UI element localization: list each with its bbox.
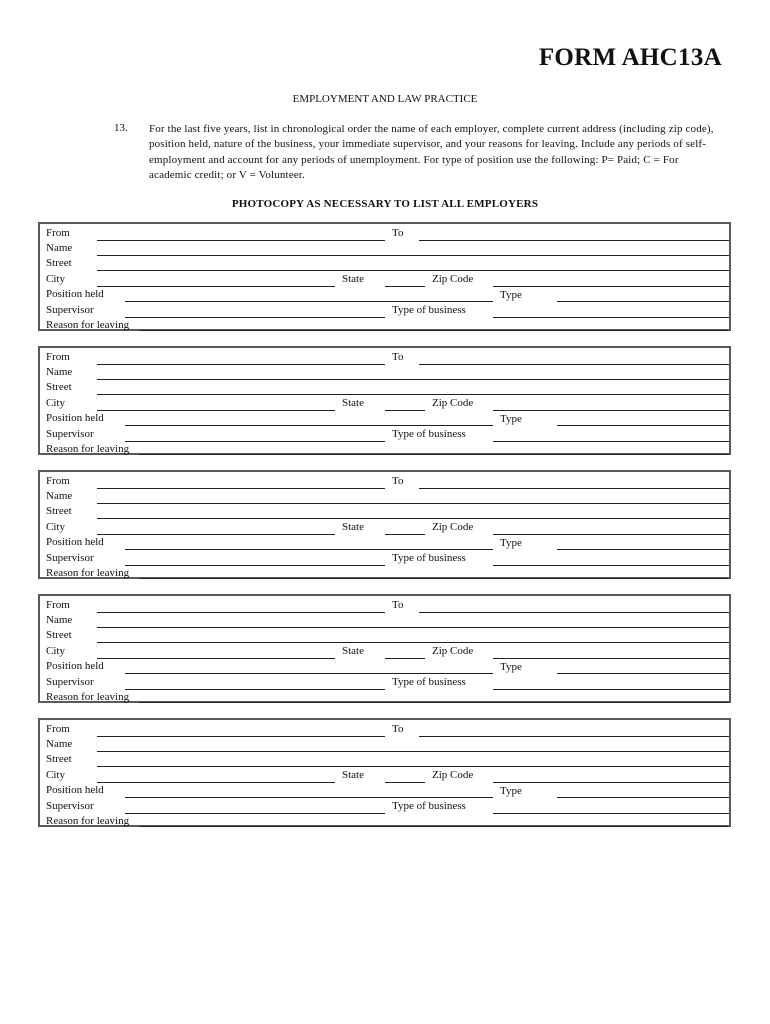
zip-field[interactable]	[493, 410, 729, 411]
state-label: State	[342, 769, 364, 781]
name-field[interactable]	[97, 503, 729, 504]
street-field[interactable]	[97, 270, 729, 271]
supervisor-field[interactable]	[125, 689, 385, 690]
city-field[interactable]	[97, 782, 335, 783]
name-field[interactable]	[97, 627, 729, 628]
type-label: Type	[500, 661, 522, 673]
state-field[interactable]	[385, 286, 425, 287]
type-field[interactable]	[557, 673, 729, 674]
street-field[interactable]	[97, 394, 729, 395]
zip-label: Zip Code	[432, 521, 474, 533]
business-label: Type of business	[392, 428, 466, 440]
zip-label: Zip Code	[432, 397, 474, 409]
reason-field[interactable]	[139, 826, 729, 827]
form-title: FORM AHC13A	[538, 44, 722, 71]
name-label: Name	[46, 614, 73, 626]
street-field[interactable]	[97, 766, 729, 767]
position-label: Position held	[46, 288, 104, 300]
reason-field[interactable]	[139, 330, 729, 331]
reason-field[interactable]	[139, 702, 729, 703]
photocopy-note: PHOTOCOPY AS NECESSARY TO LIST ALL EMPLOYERS	[231, 198, 539, 210]
street-label: Street	[46, 629, 72, 641]
type-field[interactable]	[557, 425, 729, 426]
type-label: Type	[500, 289, 522, 301]
section-subtitle: EMPLOYMENT AND LAW PRACTICE	[292, 93, 478, 105]
reason-label: Reason for leaving	[46, 319, 130, 331]
type-label: Type	[500, 537, 522, 549]
state-field[interactable]	[385, 410, 425, 411]
state-field[interactable]	[385, 534, 425, 535]
supervisor-label: Supervisor	[46, 800, 94, 812]
question-number: 13.	[114, 122, 128, 134]
state-label: State	[342, 273, 364, 285]
supervisor-label: Supervisor	[46, 676, 94, 688]
position-field[interactable]	[125, 549, 493, 550]
supervisor-field[interactable]	[125, 317, 385, 318]
employer-block-3	[38, 470, 731, 579]
street-label: Street	[46, 257, 72, 269]
name-field[interactable]	[97, 379, 729, 380]
business-field[interactable]	[493, 441, 729, 442]
to-field[interactable]	[419, 364, 729, 365]
business-field[interactable]	[493, 565, 729, 566]
state-label: State	[342, 397, 364, 409]
business-field[interactable]	[493, 689, 729, 690]
to-field[interactable]	[419, 488, 729, 489]
reason-label: Reason for leaving	[46, 443, 130, 455]
city-label: City	[46, 397, 65, 409]
supervisor-label: Supervisor	[46, 552, 94, 564]
state-field[interactable]	[385, 782, 425, 783]
from-field[interactable]	[97, 240, 385, 241]
employer-block-4	[38, 594, 731, 703]
to-field[interactable]	[419, 240, 729, 241]
from-field[interactable]	[97, 736, 385, 737]
from-label: From	[46, 475, 70, 487]
from-field[interactable]	[97, 364, 385, 365]
city-field[interactable]	[97, 410, 335, 411]
position-field[interactable]	[125, 301, 493, 302]
position-label: Position held	[46, 660, 104, 672]
state-label: State	[342, 521, 364, 533]
city-field[interactable]	[97, 286, 335, 287]
employer-block-2	[38, 346, 731, 455]
to-field[interactable]	[419, 736, 729, 737]
city-label: City	[46, 645, 65, 657]
state-label: State	[342, 645, 364, 657]
city-field[interactable]	[97, 534, 335, 535]
supervisor-field[interactable]	[125, 441, 385, 442]
reason-label: Reason for leaving	[46, 815, 130, 827]
position-field[interactable]	[125, 673, 493, 674]
reason-label: Reason for leaving	[46, 567, 130, 579]
position-field[interactable]	[125, 797, 493, 798]
street-field[interactable]	[97, 642, 729, 643]
position-field[interactable]	[125, 425, 493, 426]
name-label: Name	[46, 738, 73, 750]
name-field[interactable]	[97, 255, 729, 256]
state-field[interactable]	[385, 658, 425, 659]
business-label: Type of business	[392, 800, 466, 812]
from-label: From	[46, 599, 70, 611]
street-field[interactable]	[97, 518, 729, 519]
business-field[interactable]	[493, 813, 729, 814]
city-field[interactable]	[97, 658, 335, 659]
zip-label: Zip Code	[432, 769, 474, 781]
from-label: From	[46, 723, 70, 735]
name-label: Name	[46, 490, 73, 502]
position-label: Position held	[46, 784, 104, 796]
supervisor-label: Supervisor	[46, 304, 94, 316]
zip-field[interactable]	[493, 534, 729, 535]
position-label: Position held	[46, 412, 104, 424]
employer-block-1	[38, 222, 731, 331]
employer-block-5	[38, 718, 731, 827]
reason-label: Reason for leaving	[46, 691, 130, 703]
supervisor-label: Supervisor	[46, 428, 94, 440]
name-label: Name	[46, 366, 73, 378]
supervisor-field[interactable]	[125, 565, 385, 566]
type-label: Type	[500, 413, 522, 425]
street-label: Street	[46, 381, 72, 393]
to-label: To	[392, 475, 404, 487]
type-field[interactable]	[557, 797, 729, 798]
zip-field[interactable]	[493, 782, 729, 783]
reason-field[interactable]	[139, 454, 729, 455]
position-label: Position held	[46, 536, 104, 548]
zip-label: Zip Code	[432, 645, 474, 657]
name-label: Name	[46, 242, 73, 254]
city-label: City	[46, 521, 65, 533]
to-label: To	[392, 227, 404, 239]
zip-label: Zip Code	[432, 273, 474, 285]
from-field[interactable]	[97, 612, 385, 613]
to-label: To	[392, 351, 404, 363]
type-field[interactable]	[557, 301, 729, 302]
to-label: To	[392, 723, 404, 735]
business-field[interactable]	[493, 317, 729, 318]
business-label: Type of business	[392, 676, 466, 688]
name-field[interactable]	[97, 751, 729, 752]
city-label: City	[46, 273, 65, 285]
business-label: Type of business	[392, 304, 466, 316]
city-label: City	[46, 769, 65, 781]
to-field[interactable]	[419, 612, 729, 613]
type-field[interactable]	[557, 549, 729, 550]
zip-field[interactable]	[493, 658, 729, 659]
from-label: From	[46, 227, 70, 239]
zip-field[interactable]	[493, 286, 729, 287]
to-label: To	[392, 599, 404, 611]
street-label: Street	[46, 753, 72, 765]
type-label: Type	[500, 785, 522, 797]
question-instructions: For the last five years, list in chronological order the name of each employer, complete current address (including zip code), position held, nature of the business, your immediate supervisor, and your reasons for leaving. Include any periods of self-employment and account for any periods of unemployment. For type of position use the following: P= Paid; C = For academic credit; or V = Volunteer.	[149, 123, 714, 182]
reason-field[interactable]	[139, 578, 729, 579]
street-label: Street	[46, 505, 72, 517]
from-field[interactable]	[97, 488, 385, 489]
from-label: From	[46, 351, 70, 363]
supervisor-field[interactable]	[125, 813, 385, 814]
business-label: Type of business	[392, 552, 466, 564]
